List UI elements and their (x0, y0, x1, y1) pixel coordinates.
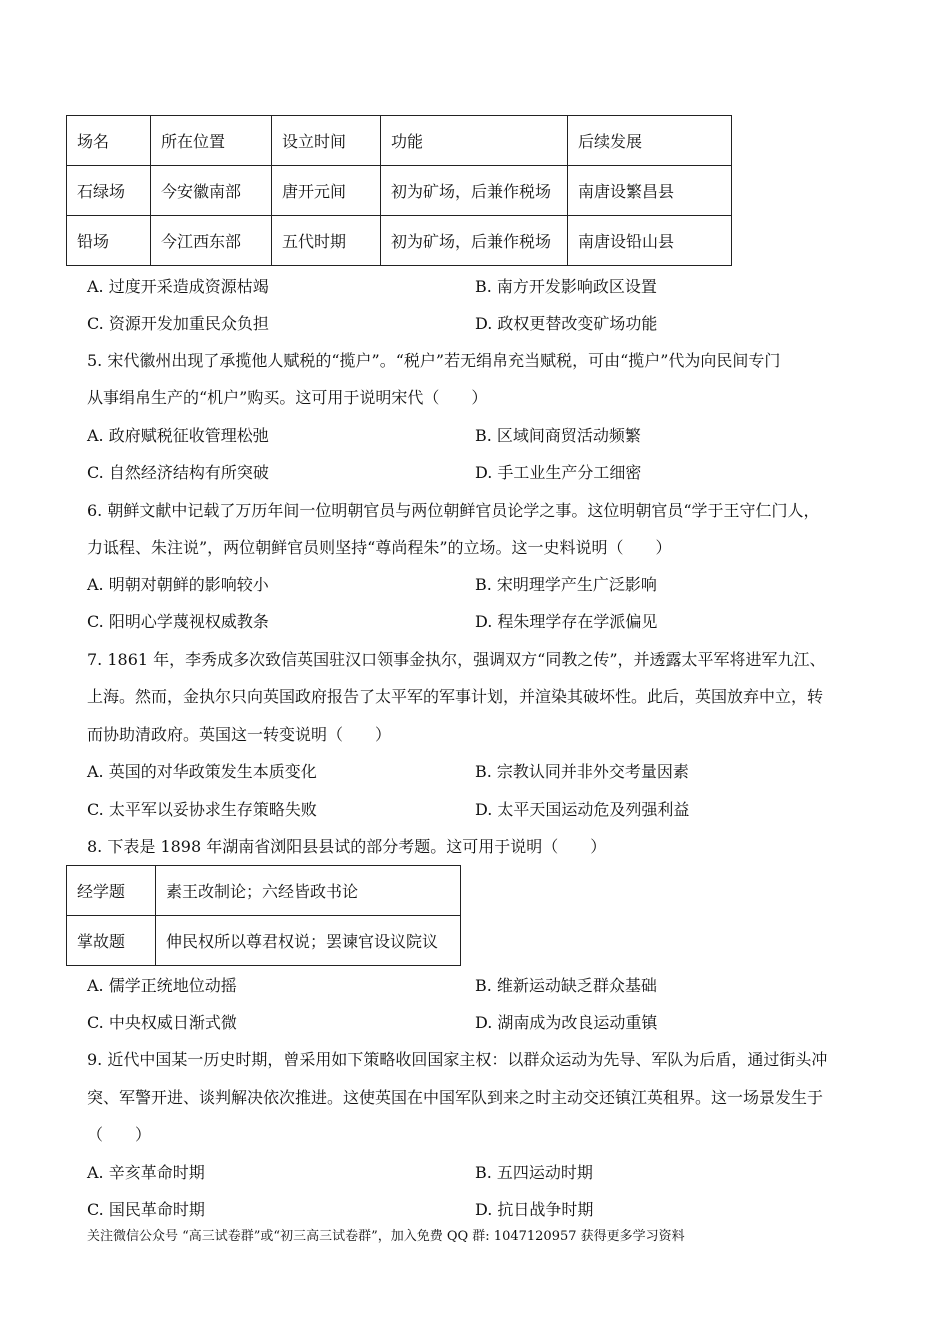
table-cell: 经学题 (67, 866, 156, 916)
q8-option-c: C. 中央权威日渐式微 (87, 1013, 237, 1032)
q6-option-d: D. 程朱理学存在学派偏见 (475, 612, 658, 631)
q4-option-b: B. 南方开发影响政区设置 (475, 277, 657, 296)
mining-sites-table (66, 115, 732, 266)
q8-option-b: B. 维新运动缺乏群众基础 (475, 976, 657, 995)
table-header-cell: 后续发展 (568, 116, 732, 166)
table-row (67, 216, 732, 266)
exam-questions-table (66, 865, 461, 966)
q5-stem-line: 5. 宋代徽州出现了承揽他人赋税的“揽户”。“税户”若无绢帛充当赋税，可由“揽户”代为向民间专门 (87, 351, 781, 370)
q8-option-a: A. 儒学正统地位动摇 (87, 976, 237, 995)
table-cell: 今安徽南部 (151, 166, 272, 216)
q6-stem-line: 6. 朝鲜文献中记载了万历年间一位明朝官员与两位朝鲜官员论学之事。这位明朝官员“学于王守仁门人， (87, 501, 820, 520)
q8-stem-line: 8. 下表是 1898 年湖南省浏阳县县试的部分考题。这可用于说明（ ） (87, 837, 607, 856)
table-cell: 初为矿场，后兼作税场 (381, 216, 568, 266)
table-cell: 石绿场 (67, 166, 151, 216)
q4-option-c: C. 资源开发加重民众负担 (87, 314, 269, 333)
q9-stem-line: 突、军警开进、谈判解决依次推进。这使英国在中国军队到来之时主动交还镇江英租界。这一场景发生于 (87, 1088, 824, 1107)
q6-stem-line: 力诋程、朱注说”，两位朝鲜官员则坚持“尊尚程朱”的立场。这一史料说明（ ） (87, 538, 672, 557)
table-row (67, 166, 732, 216)
q4-option-a: A. 过度开采造成资源枯竭 (87, 277, 269, 296)
q7-stem-line: 上海。然而，金执尔只向英国政府报告了太平军的军事计划，并渲染其破坏性。此后，英国放弃中立，转 (87, 687, 824, 706)
q5-option-d: D. 手工业生产分工细密 (475, 463, 642, 482)
q7-option-c: C. 太平军以妥协求生存策略失败 (87, 800, 317, 819)
table-row (67, 866, 461, 916)
q9-stem-line: （ ） (87, 1125, 152, 1144)
q7-option-a: A. 英国的对华政策发生本质变化 (87, 762, 317, 781)
q5-option-c: C. 自然经济结构有所突破 (87, 463, 269, 482)
table-header-cell: 设立时间 (272, 116, 381, 166)
table-header-row (67, 116, 732, 166)
table-cell: 铅场 (67, 216, 151, 266)
q9-option-a: A. 辛亥革命时期 (87, 1163, 205, 1182)
q7-option-d: D. 太平天国运动危及列强利益 (475, 800, 690, 819)
q5-stem-line: 从事绢帛生产的“机户”购买。这可用于说明宋代（ ） (87, 388, 488, 407)
q5-option-b: B. 区域间商贸活动频繁 (475, 426, 641, 445)
q7-stem-line: 7. 1861 年，李秀成多次致信英国驻汉口领事金执尔，强调双方“同教之传”，并透露太平军将进军九江、 (87, 650, 826, 669)
table-cell: 五代时期 (272, 216, 381, 266)
table-cell: 掌故题 (67, 916, 156, 966)
q9-stem-line: 9. 近代中国某一历史时期，曾采用如下策略收回国家主权：以群众运动为先导、军队为后盾，通过街头冲 (87, 1050, 828, 1069)
table-cell: 今江西东部 (151, 216, 272, 266)
q7-option-b: B. 宗教认同并非外交考量因素 (475, 762, 689, 781)
q6-option-b: B. 宋明理学产生广泛影响 (475, 575, 657, 594)
table-cell: 伸民权所以尊君权说；罢谏官设议院议 (156, 916, 461, 966)
table-header-cell: 所在位置 (151, 116, 272, 166)
q9-option-d: D. 抗日战争时期 (475, 1200, 594, 1219)
table-cell: 唐开元间 (272, 166, 381, 216)
q8-option-d: D. 湖南成为改良运动重镇 (475, 1013, 658, 1032)
table-cell: 素王改制论；六经皆政书论 (156, 866, 461, 916)
table-cell: 初为矿场，后兼作税场 (381, 166, 568, 216)
table-row (67, 916, 461, 966)
table-cell: 南唐设繁昌县 (568, 166, 732, 216)
q9-option-c: C. 国民革命时期 (87, 1200, 205, 1219)
q4-option-d: D. 政权更替改变矿场功能 (475, 314, 658, 333)
q6-option-c: C. 阳明心学蔑视权威教条 (87, 612, 269, 631)
q9-option-b: B. 五四运动时期 (475, 1163, 593, 1182)
q6-option-a: A. 明朝对朝鲜的影响较小 (87, 575, 269, 594)
q5-option-a: A. 政府赋税征收管理松弛 (87, 426, 269, 445)
table-cell: 南唐设铅山县 (568, 216, 732, 266)
table-header-cell: 场名 (67, 116, 151, 166)
q7-stem-line: 而协助清政府。英国这一转变说明（ ） (87, 725, 392, 744)
page-footer: 关注微信公众号 “高三试卷群”或“初三高三试卷群”，加入免费 QQ 群: 1047120957 获得更多学习资料 (87, 1229, 685, 1244)
table-header-cell: 功能 (381, 116, 568, 166)
